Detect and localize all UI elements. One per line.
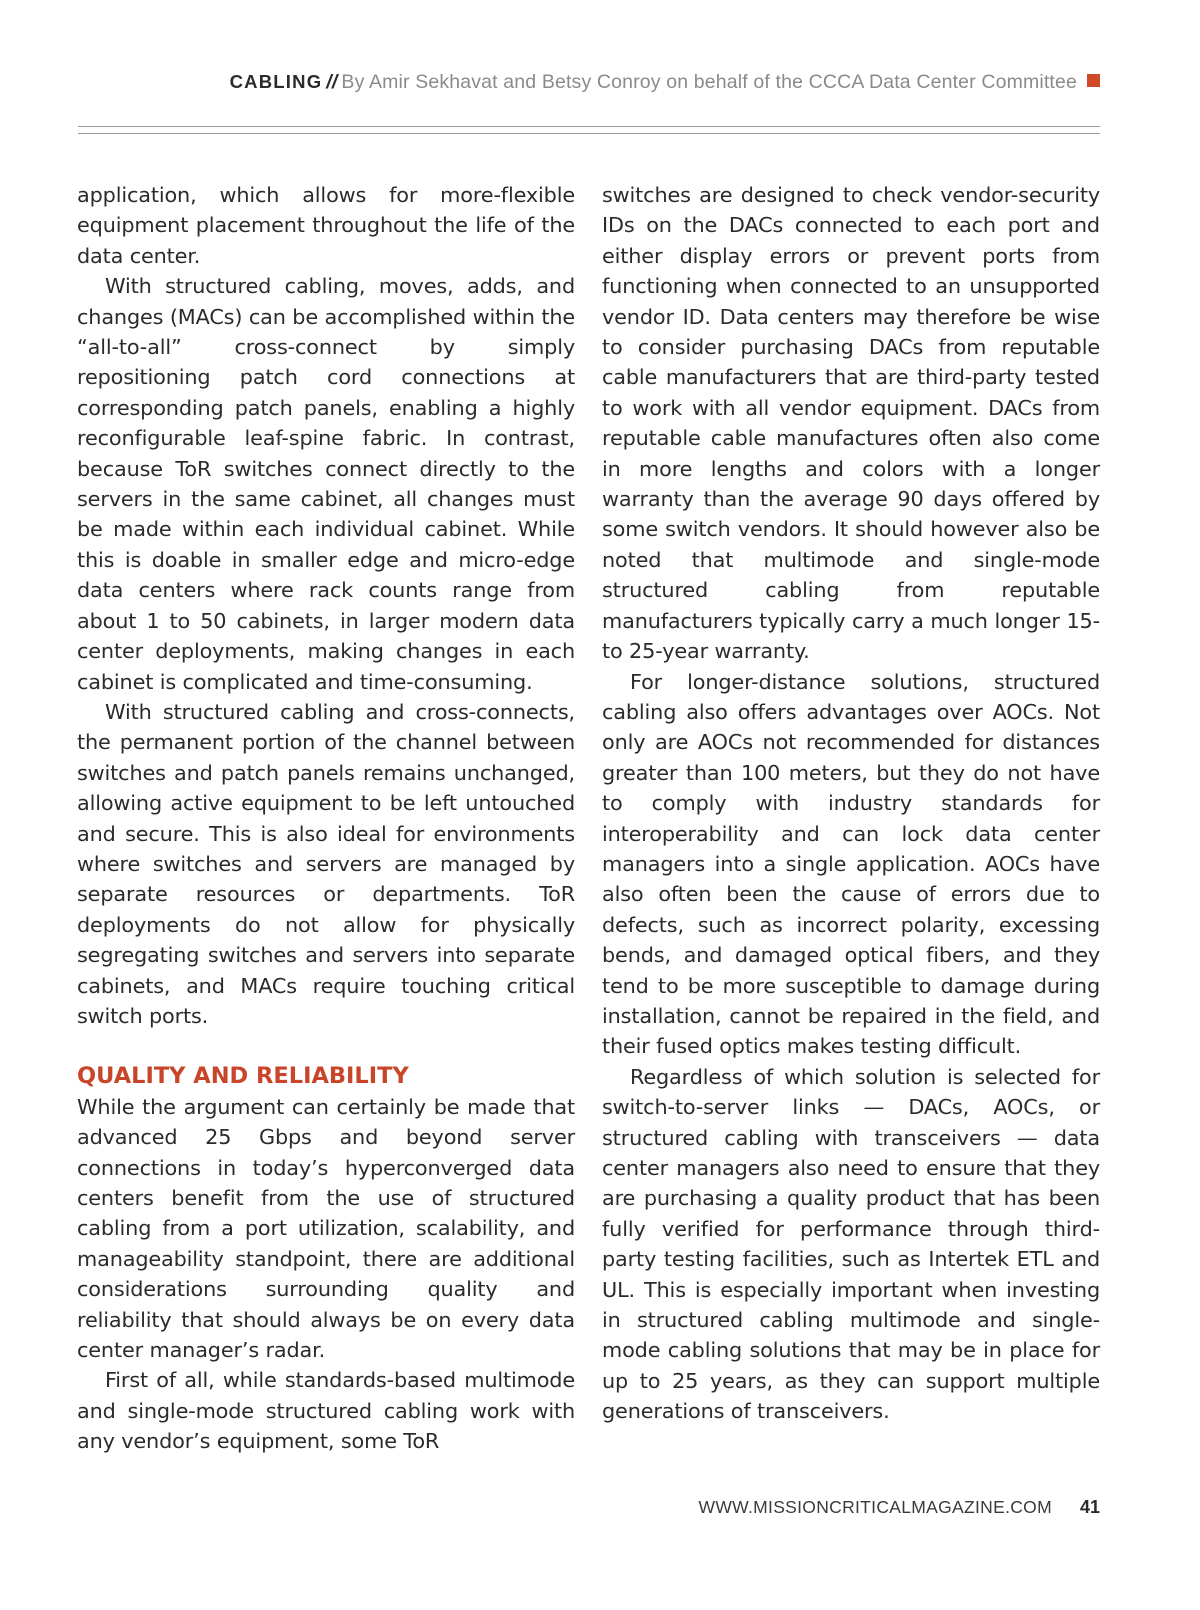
- right-paragraph-3: Regardless of which solution is selected for switch-to-server links — DACs, AOCs, or structured cabling with transceivers — data center managers also need to ensure that they are purchasing a quality product that has been fully verified for performance through third-party testing facilities, such as Intertek ETL and UL. This is especially important when investing in structured cabling multimode and single-mode cabling solutions that may be in place for up to 25 years, as they can support multiple generations of transceivers.: [602, 1064, 1100, 1424]
- left-paragraph-1: application, which allows for more-flexible equipment placement throughout the life of the data center.: [77, 183, 575, 268]
- page-footer: [600, 1494, 1100, 1520]
- page-number: 41: [1079, 1497, 1100, 1517]
- left-paragraph-2: With structured cabling, moves, adds, and changes (MACs) can be accomplished within the “all-to-all” cross-connect by simply repositioning patch cord connections at corresponding patch panels, enabling a highly reconfigurable leaf-spine fabric. In contrast, because ToR switches connect directly to the servers in the same cabinet, all changes must be made within each individual cabinet. While this is doable in smaller edge and micro-edge data centers where rack counts range from about 1 to 50 cabinets, in larger modern data center deployments, making changes in each cabinet is complicated and time-consuming.: [77, 274, 575, 694]
- left-paragraph-3: With structured cabling and cross-connects, the permanent portion of the channel between switches and patch panels remains unchanged, allowing active equipment to be left untouched and secure. This is also ideal for environments where switches and servers are managed by separate resources or departments. ToR deployments do not allow for physically segregating switches and servers into separate cabinets, and MACs require touching critical switch ports.: [77, 699, 575, 1028]
- section-heading: QUALITY AND RELIABILITY: [77, 1063, 409, 1090]
- header-rule-top: [78, 126, 1100, 127]
- magazine-url: WWW.MISSIONCRITICALMAGAZINE.COM: [698, 1497, 1052, 1517]
- section-label: CABLING: [229, 71, 323, 92]
- right-column: [602, 180, 1100, 1427]
- header-rule-bottom: [78, 133, 1100, 134]
- right-paragraph-2: For longer-distance solutions, structured cabling also offers advantages over AOCs. Not only are AOCs not recommended for distances greater than 100 meters, but they do not have to comply with industry standards for interoperability and can lock data center managers into a single application. AOCs have also often been the cause of errors due to defects, such as incorrect polarity, excessing bends, and damaged optical fibers, and they tend to be more susceptible to damage during installation, cannot be repaired in the field, and their fused optics makes testing difficult.: [602, 669, 1100, 1059]
- left-paragraph-4: While the argument can certainly be made that advanced 25 Gbps and beyond server connections in today’s hyperconverged data centers benefit from the use of structured cabling from a port utilization, scalability, and manageability standpoint, there are additional considerations surrounding quality and reliability that should always be on every data center manager’s radar.: [77, 1094, 575, 1363]
- right-paragraph-1: switches are designed to check vendor-security IDs on the DACs connected to each port and either display errors or prevent ports from functioning when connected to an unsupported vendor ID. Data centers may therefore be wise to consider purchasing DACs from reputable cable manufacturers that are third-party tested to work with all vendor equipment. DACs from reputable cable manufactures often also come in more lengths and colors with a longer warranty than the average 90 days offered by some switch vendors. It should however also be noted that multimode and single-mode structured cabling from reputable manufacturers typically carry a much longer 15- to 25-year warranty.: [602, 183, 1100, 664]
- running-header: [78, 68, 1100, 96]
- left-paragraph-5: First of all, while standards-based multimode and single-mode structured cabling work with any vendor’s equipment, some ToR: [77, 1368, 575, 1454]
- section-separator: //: [326, 71, 338, 93]
- left-column: [77, 180, 575, 1457]
- accent-square-icon: [1087, 74, 1100, 87]
- byline: By Amir Sekhavat and Betsy Conroy on behalf of the CCCA Data Center Committee: [341, 71, 1077, 93]
